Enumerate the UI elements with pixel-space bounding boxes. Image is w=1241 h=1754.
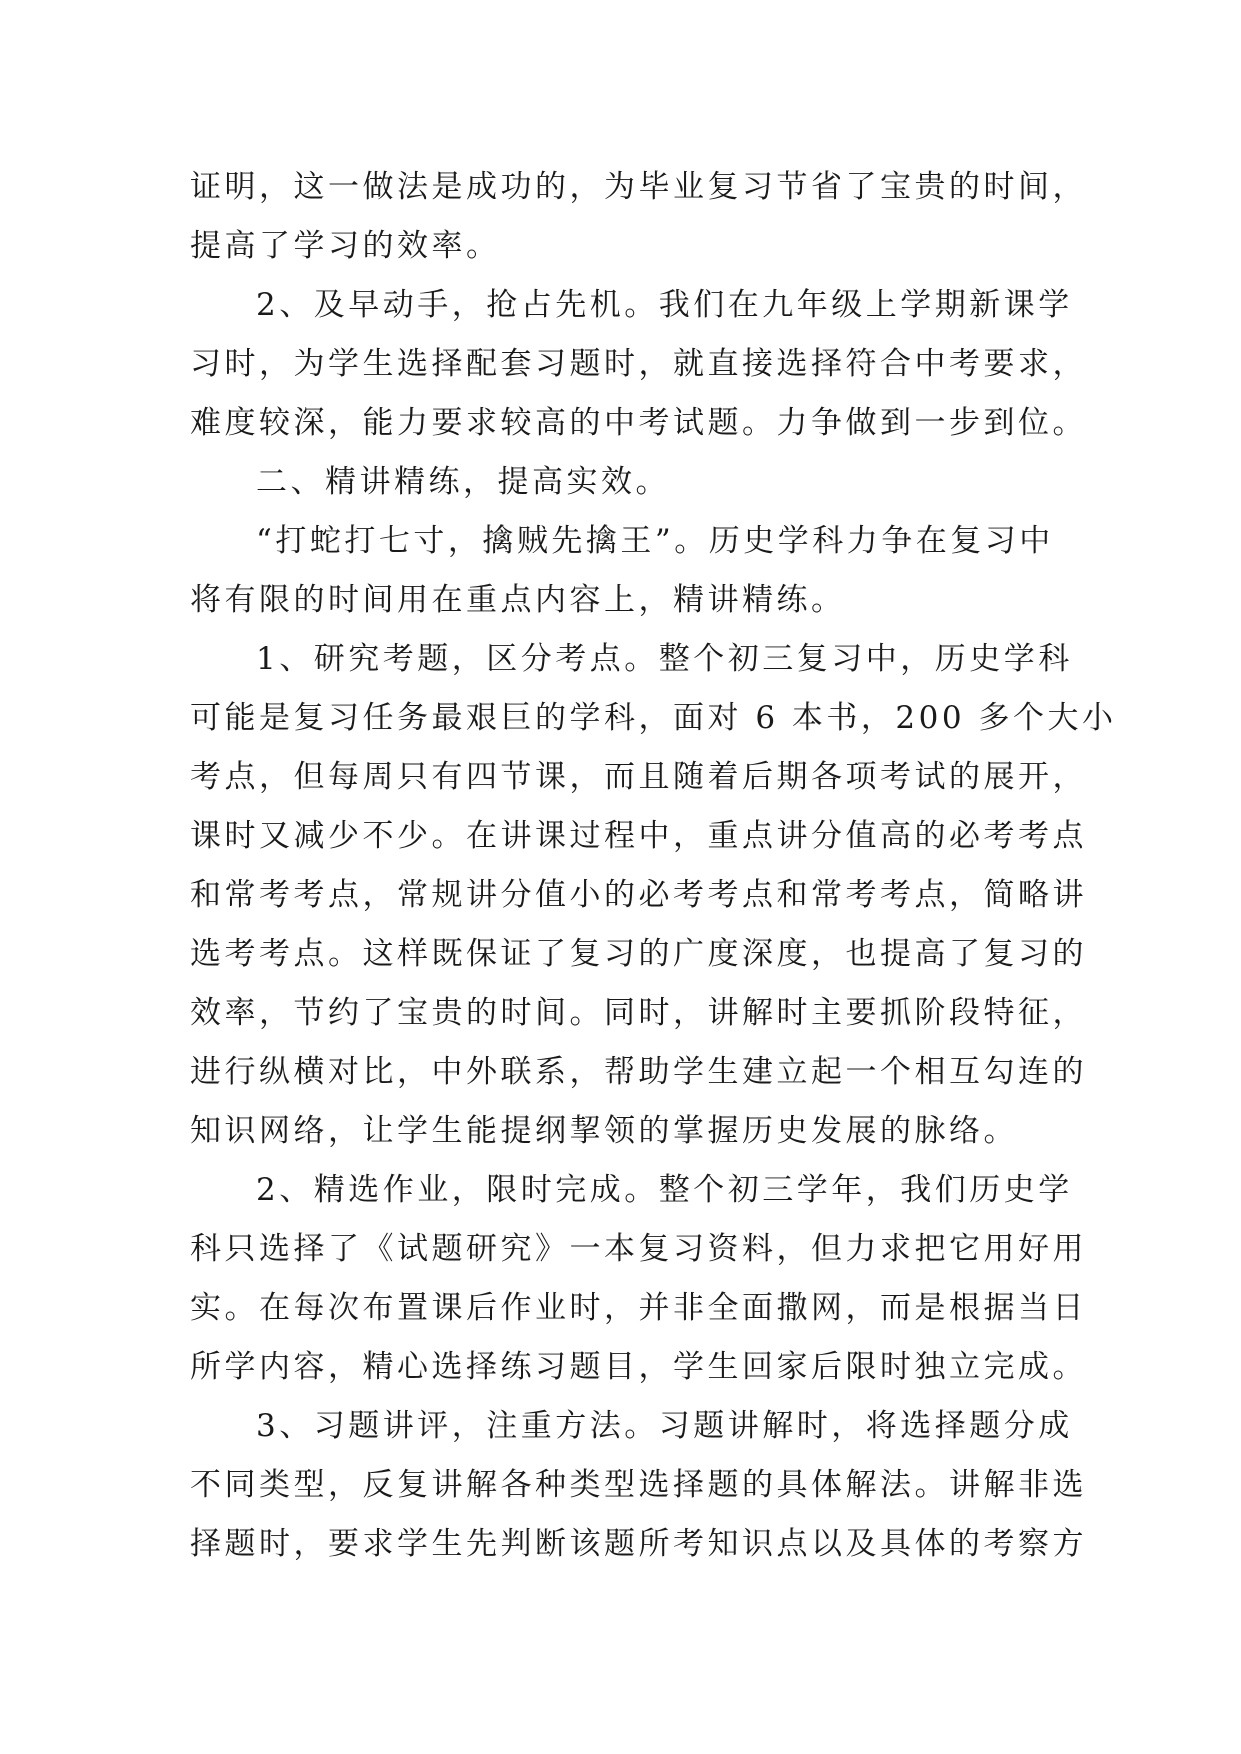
text-line: 科只选择了《试题研究》一本复习资料，但力求把它用好用 <box>190 1231 1087 1267</box>
text-line: “打蛇打七寸，擒贼先擒王”。历史学科力争在复习中 <box>256 523 1054 559</box>
text-line: 课时又减少不少。在讲课过程中，重点讲分值高的必考考点 <box>190 818 1087 854</box>
text-line: 不同类型，反复讲解各种类型选择题的具体解法。讲解非选 <box>190 1467 1087 1503</box>
text-line: 考点，但每周只有四节课，而且随着后期各项考试的展开， <box>190 759 1087 795</box>
text-line: 和常考考点，常规讲分值小的必考考点和常考考点，简略讲 <box>190 877 1087 913</box>
text-line: 效率，节约了宝贵的时间。同时，讲解时主要抓阶段特征， <box>190 995 1087 1031</box>
text-line: 可能是复习任务最艰巨的学科，面对 6 本书，200 多个大小 <box>190 700 1117 736</box>
text-line: 择题时，要求学生先判断该题所考知识点以及具体的考察方 <box>190 1526 1087 1562</box>
text-line: 实。在每次布置课后作业时，并非全面撒网，而是根据当日 <box>190 1290 1087 1326</box>
text-line: 3、习题讲评，注重方法。习题讲解时，将选择题分成 <box>256 1408 1073 1444</box>
text-line: 习时，为学生选择配套习题时，就直接选择符合中考要求， <box>190 346 1087 382</box>
text-line: 二、精讲精练，提高实效。 <box>256 464 670 500</box>
body-text <box>190 158 1117 1574</box>
text-line: 将有限的时间用在重点内容上，精讲精练。 <box>190 582 846 618</box>
text-line: 2、及早动手，抢占先机。我们在九年级上学期新课学 <box>256 287 1073 323</box>
text-line: 所学内容，精心选择练习题目，学生回家后限时独立完成。 <box>190 1349 1087 1385</box>
text-line: 难度较深，能力要求较高的中考试题。力争做到一步到位。 <box>190 405 1087 441</box>
text-line: 证明，这一做法是成功的，为毕业复习节省了宝贵的时间， <box>190 169 1087 205</box>
text-line: 1、研究考题，区分考点。整个初三复习中，历史学科 <box>256 641 1073 677</box>
text-line: 提高了学习的效率。 <box>190 228 501 264</box>
text-line: 选考考点。这样既保证了复习的广度深度，也提高了复习的 <box>190 936 1087 972</box>
text-line: 进行纵横对比，中外联系，帮助学生建立起一个相互勾连的 <box>190 1054 1087 1090</box>
text-line: 知识网络，让学生能提纲挈领的掌握历史发展的脉络。 <box>190 1113 1018 1149</box>
text-line: 2、精选作业，限时完成。整个初三学年，我们历史学 <box>256 1172 1073 1208</box>
